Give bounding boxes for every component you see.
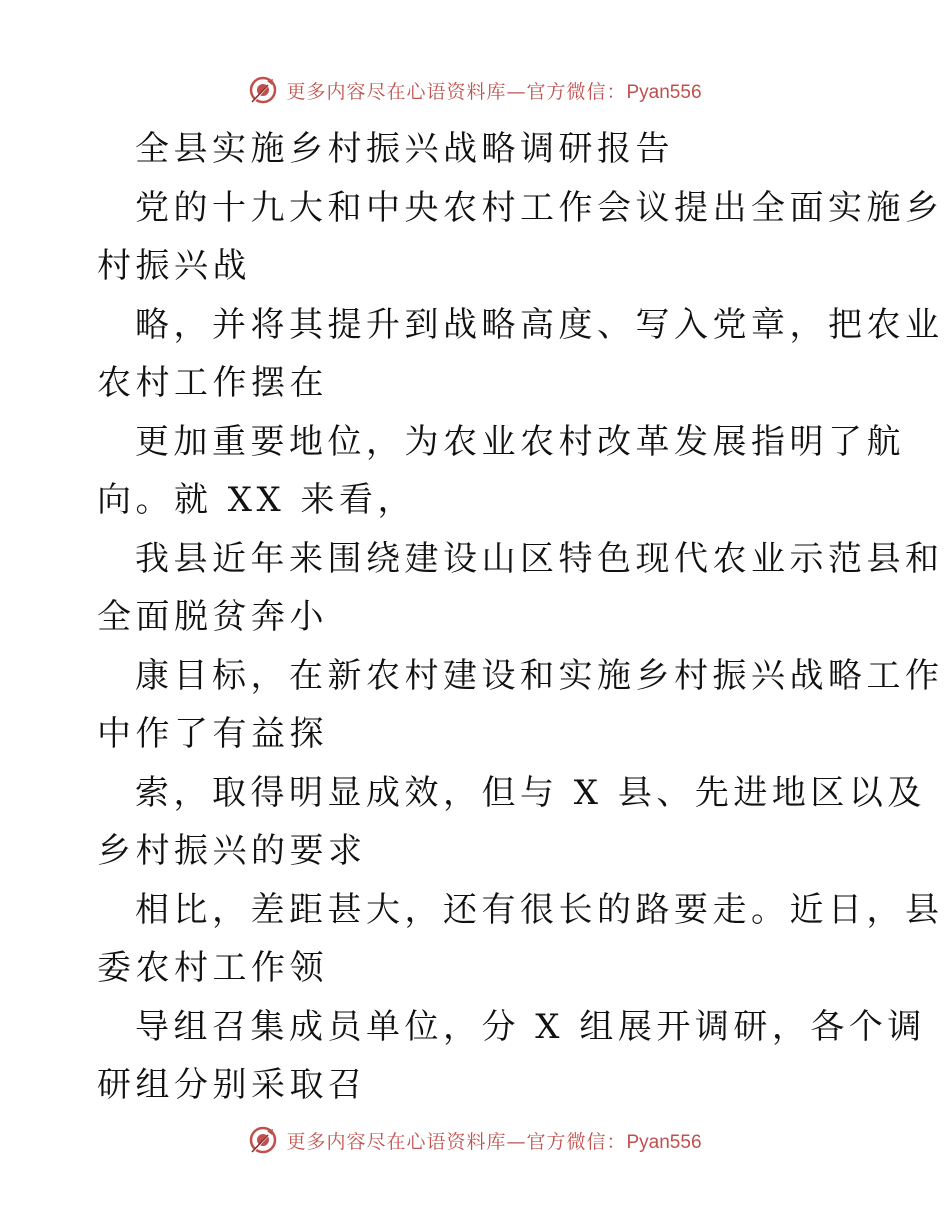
watermark-wechat-id: Pyan556 (626, 1131, 702, 1153)
document-title: 全县实施乡村振兴战略调研报告 (135, 129, 674, 169)
footer-watermark (0, 1120, 950, 1160)
text-line: 索，取得明显成效，但与 X 县、先进地区以及 (135, 772, 926, 813)
pen-logo-icon (248, 1125, 278, 1155)
text-line: 导组召集成员单位，分 X 组展开调研，各个调 (135, 1006, 926, 1047)
text-line: 中作了有益探 (97, 714, 328, 754)
text-line: 更加重要地位，为农业农村改革发展指明了航 (135, 421, 905, 462)
text-line: 向。就 XX 来看， (97, 480, 417, 520)
text-line: 略，并将其提升到战略高度、写入党章，把农业 (135, 304, 944, 345)
watermark-text (286, 1127, 701, 1154)
header-watermark (0, 70, 950, 110)
watermark-label: 更多内容尽在心语资料库—官方微信： (286, 1130, 627, 1153)
text-line: 党的十九大和中央农村工作会议提出全面实施乡 (135, 187, 944, 228)
pen-logo-icon (248, 75, 278, 105)
text-line: 全面脱贫奔小 (97, 597, 328, 637)
text-line: 农村工作摆在 (97, 363, 328, 403)
text-line: 乡村振兴的要求 (97, 831, 367, 871)
watermark-label: 更多内容尽在心语资料库—官方微信： (286, 80, 627, 103)
text-line: 相比，差距甚大，还有很长的路要走。近日，县 (135, 889, 944, 930)
document-body (97, 120, 944, 1115)
text-line: 我县近年来围绕建设山区特色现代农业示范县和 (135, 538, 944, 579)
watermark-wechat-id: Pyan556 (626, 81, 702, 103)
text-line: 康目标，在新农村建设和实施乡村振兴战略工作 (135, 655, 944, 696)
watermark-text (286, 77, 701, 104)
text-line: 研组分别采取召 (97, 1065, 367, 1105)
text-line: 委农村工作领 (97, 948, 328, 988)
text-line: 村振兴战 (97, 246, 251, 286)
